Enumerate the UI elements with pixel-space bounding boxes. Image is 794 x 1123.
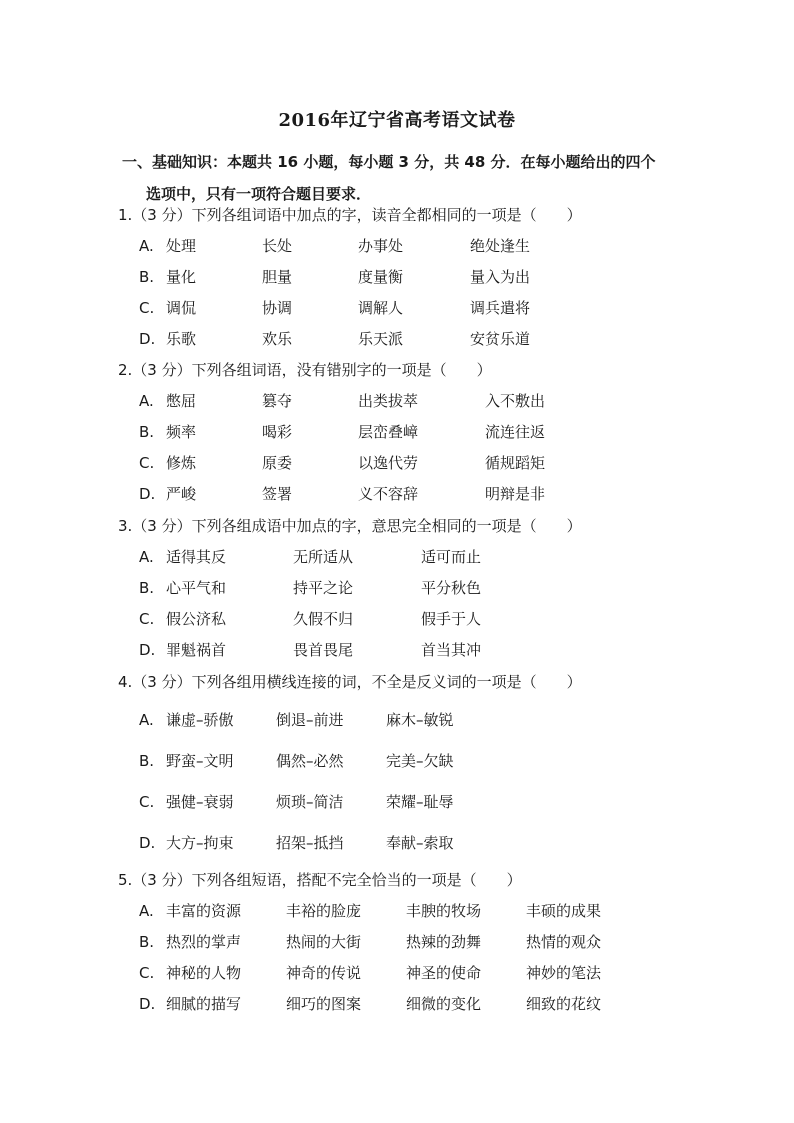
option-a <box>118 896 602 927</box>
option-item: 以逸代劳 <box>358 454 419 472</box>
option-item: 频率 <box>166 423 197 441</box>
option-item: 无所适从 <box>293 548 354 566</box>
option-item: 层峦叠嶂 <box>358 423 419 441</box>
option-c <box>118 604 582 635</box>
option-c <box>118 448 546 479</box>
option-letter: A. <box>139 711 154 729</box>
question-4 <box>118 667 582 864</box>
option-b <box>118 573 582 604</box>
option-d <box>118 324 582 355</box>
option-letter: B. <box>139 423 155 441</box>
option-item: 热闹的大街 <box>286 933 362 951</box>
option-item: 签署 <box>262 485 293 503</box>
option-item: 循规蹈矩 <box>485 454 546 472</box>
option-item: 细微的变化 <box>406 995 482 1013</box>
option-item: 安贫乐道 <box>470 330 531 348</box>
option-item: 麻木–敏锐 <box>386 711 454 729</box>
option-c <box>118 293 582 324</box>
option-item: 奉献–索取 <box>386 834 454 852</box>
option-letter: B. <box>139 752 155 770</box>
option-letter: A. <box>139 237 154 255</box>
option-letter: D. <box>139 834 156 852</box>
option-letter: C. <box>139 454 155 472</box>
option-item: 谦虚–骄傲 <box>166 711 234 729</box>
option-item: 适可而止 <box>421 548 482 566</box>
option-d <box>118 989 602 1020</box>
option-item: 罪魁祸首 <box>166 641 227 659</box>
option-letter: C. <box>139 793 155 811</box>
option-letter: C. <box>139 299 155 317</box>
option-item: 欢乐 <box>262 330 293 348</box>
option-item: 乐天派 <box>358 330 404 348</box>
option-item: 强健–衰弱 <box>166 793 234 811</box>
option-c <box>118 782 582 823</box>
option-item: 假公济私 <box>166 610 227 628</box>
option-item: 憋屈 <box>166 392 197 410</box>
option-item: 严峻 <box>166 485 197 503</box>
option-item: 畏首畏尾 <box>293 641 354 659</box>
option-item: 假手于人 <box>421 610 482 628</box>
option-letter: D. <box>139 485 156 503</box>
option-item: 细巧的图案 <box>286 995 362 1013</box>
option-item: 神圣的使命 <box>406 964 482 982</box>
option-item: 倒退–前进 <box>276 711 344 729</box>
option-item: 调侃 <box>166 299 197 317</box>
option-item: 喝彩 <box>262 423 293 441</box>
option-item: 野蛮–文明 <box>166 752 234 770</box>
option-item: 修炼 <box>166 454 197 472</box>
option-item: 丰富的资源 <box>166 902 242 920</box>
option-letter: D. <box>139 330 156 348</box>
option-item: 调解人 <box>358 299 404 317</box>
option-item: 入不敷出 <box>485 392 546 410</box>
option-item: 处理 <box>166 237 197 255</box>
option-item: 适得其反 <box>166 548 227 566</box>
option-item: 乐歌 <box>166 330 197 348</box>
option-item: 神奇的传说 <box>286 964 362 982</box>
option-letter: C. <box>139 964 155 982</box>
question-stem: 3.（3 分）下列各组成语中加点的字，意思完全相同的一项是（ ） <box>118 517 582 535</box>
option-a <box>118 542 582 573</box>
question-stem: 2.（3 分）下列各组词语，没有错别字的一项是（ ） <box>118 361 492 379</box>
option-letter: B. <box>139 579 155 597</box>
option-d <box>118 635 582 666</box>
option-a <box>118 231 582 262</box>
option-item: 胆量 <box>262 268 293 286</box>
option-item: 协调 <box>262 299 293 317</box>
option-item: 度量衡 <box>358 268 404 286</box>
option-c <box>118 958 602 989</box>
option-item: 流连往返 <box>485 423 546 441</box>
option-item: 神秘的人物 <box>166 964 242 982</box>
question-stem: 5.（3 分）下列各组短语，搭配不完全恰当的一项是（ ） <box>118 871 522 889</box>
option-b <box>118 262 582 293</box>
option-item: 偶然–必然 <box>276 752 344 770</box>
option-item: 热情的观众 <box>526 933 602 951</box>
option-item: 长处 <box>262 237 293 255</box>
option-item: 久假不归 <box>293 610 354 628</box>
option-item: 丰腴的牧场 <box>406 902 482 920</box>
option-letter: B. <box>139 268 155 286</box>
option-item: 荣耀–耻辱 <box>386 793 454 811</box>
option-a <box>118 700 582 741</box>
question-3 <box>118 511 582 666</box>
option-letter: D. <box>139 995 156 1013</box>
option-letter: A. <box>139 548 154 566</box>
option-b <box>118 741 582 782</box>
question-stem: 4.（3 分）下列各组用横线连接的词，不全是反义词的一项是（ ） <box>118 673 582 691</box>
option-item: 平分秋色 <box>421 579 482 597</box>
option-item: 热辣的劲舞 <box>406 933 482 951</box>
section-instruction-line2: 选项中，只有一项符合题目要求． <box>146 185 372 203</box>
option-item: 篡夺 <box>262 392 293 410</box>
option-item: 细腻的描写 <box>166 995 242 1013</box>
option-item: 义不容辞 <box>358 485 419 503</box>
question-1 <box>118 200 582 355</box>
option-d <box>118 823 582 864</box>
page-title: 2016年辽宁省高考语文试卷 <box>278 110 516 131</box>
option-b <box>118 417 546 448</box>
option-item: 明辩是非 <box>485 485 546 503</box>
option-item: 量入为出 <box>470 268 531 286</box>
option-item: 神妙的笔法 <box>526 964 602 982</box>
option-letter: B. <box>139 933 155 951</box>
question-5 <box>118 865 602 1020</box>
option-item: 大方–拘束 <box>166 834 234 852</box>
option-letter: A. <box>139 902 154 920</box>
section-instruction-line1: 一、基础知识：本题共 16 小题，每小题 3 分，共 48 分．在每小题给出的四个 <box>122 153 656 171</box>
option-item: 出类拔萃 <box>358 392 419 410</box>
option-a <box>118 386 546 417</box>
question-2 <box>118 355 546 510</box>
option-b <box>118 927 602 958</box>
option-letter: D. <box>139 641 156 659</box>
option-item: 细致的花纹 <box>526 995 602 1013</box>
option-item: 热烈的掌声 <box>166 933 242 951</box>
option-item: 首当其冲 <box>421 641 482 659</box>
option-letter: A. <box>139 392 154 410</box>
option-item: 办事处 <box>358 237 404 255</box>
option-item: 完美–欠缺 <box>386 752 454 770</box>
option-d <box>118 479 546 510</box>
option-letter: C. <box>139 610 155 628</box>
option-item: 招架–抵挡 <box>276 834 344 852</box>
question-stem: 1.（3 分）下列各组词语中加点的字，读音全都相同的一项是（ ） <box>118 206 582 224</box>
option-item: 丰裕的脸庞 <box>286 902 362 920</box>
option-item: 持平之论 <box>293 579 354 597</box>
option-item: 烦琐–简洁 <box>276 793 344 811</box>
option-item: 调兵遣将 <box>470 299 531 317</box>
option-item: 心平气和 <box>166 579 227 597</box>
option-item: 量化 <box>166 268 197 286</box>
option-item: 绝处逢生 <box>470 237 531 255</box>
option-item: 原委 <box>262 454 293 472</box>
option-item: 丰硕的成果 <box>526 902 602 920</box>
